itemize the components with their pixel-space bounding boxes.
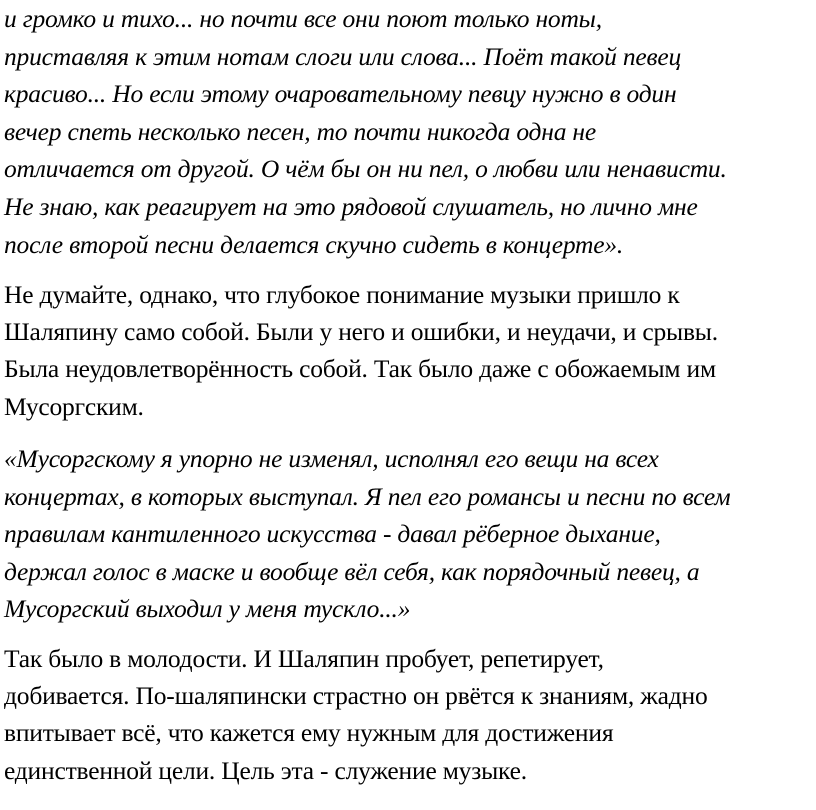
text-line: единственной цели. Цель эта - служение музыке.: [4, 755, 527, 785]
text-line: «Мусоргскому я упорно не изменял, исполнял его вещи на всех: [4, 444, 659, 473]
text-line: Не знаю, как реагирует на это рядовой слушатель, но лично мне: [4, 191, 698, 221]
text-line: правилам кантиленного искусства - давал рёберное дыхание,: [4, 519, 661, 549]
text-line: отличается от другой. О чём бы он ни пел, о любви или ненависти.: [4, 154, 727, 184]
quote-paragraph-1: [4, 0, 727, 263]
text-line: добивается. По-шаляпински страстно он рвётся к знаниям, жадно: [4, 681, 708, 711]
text-line: Была неудовлетворённость собой. Так было даже с обожаемым им: [4, 354, 716, 384]
text-line: впитывает всё, что кажется ему нужным для достижения: [4, 718, 614, 748]
text-line: приставляя к этим нотам слоги или слова... Поёт такой певец: [4, 41, 682, 71]
text-line: Мусоргский выходил у меня тускло...»: [4, 594, 411, 624]
body-paragraph-2: [4, 640, 708, 789]
text-line: Так было в молодости. И Шаляпин пробует, репетирует,: [4, 644, 604, 673]
text-line: концертах, в которых выступал. Я пел его романсы и песни по всем: [4, 481, 731, 511]
text-line: держал голос в маске и вообще вёл себя, как порядочный певец, а: [4, 556, 700, 586]
text-line: вечер спеть несколько песен, то почти никогда одна не: [4, 116, 596, 146]
text-line: Шаляпину само собой. Были у него и ошибки, и неудачи, и срывы.: [4, 317, 718, 347]
text-line: после второй песни делается скучно сидеть в концерте».: [4, 229, 624, 259]
quote-paragraph-2: [4, 440, 731, 628]
text-line: Мусоргским.: [4, 391, 144, 421]
body-paragraph-1: [4, 276, 718, 425]
text-line: Не думайте, однако, что глубокое понимание музыки пришло к: [4, 280, 680, 309]
text-line: красиво... Но если этому очаровательному певцу нужно в один: [4, 79, 677, 109]
text-line: и громко и тихо... но почти все они поют только ноты,: [4, 4, 602, 33]
